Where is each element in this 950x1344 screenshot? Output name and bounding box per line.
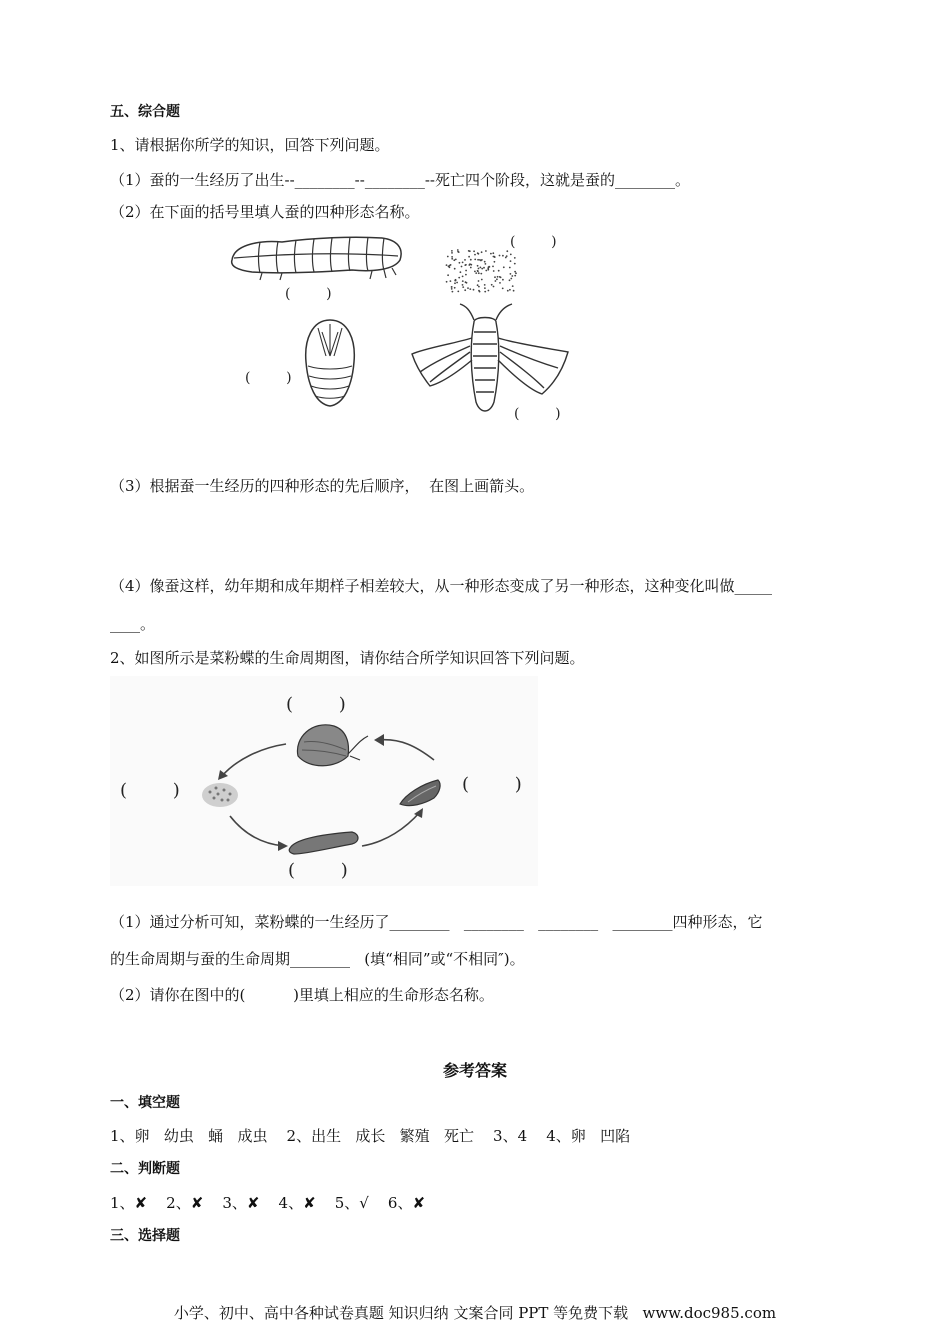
silkworm-larva-figure [222, 232, 407, 282]
answer-blank-pupa[interactable]: ( ) [245, 370, 292, 386]
section-heading: 五、综合题 [110, 104, 180, 120]
butterfly-pupa-icon [396, 776, 444, 810]
butterfly-larva-icon [286, 826, 362, 858]
question-1-intro: 1、请根据你所学的知识，回答下列问题。 [110, 136, 390, 154]
silkworm-pupa-figure [300, 316, 360, 410]
question-2-part-1-cont: 的生命周期与蚕的生命周期________ (填“相同”或“不相同″)。 [110, 950, 525, 968]
answers-section-1-heading: 一、填空题 [110, 1095, 180, 1111]
page-footer: 小学、初中、高中各种试卷真题 知识归纳 文案合同 PPT 等免费下载 www.doc985.com [173, 1304, 777, 1322]
butterfly-adult-icon [288, 716, 376, 776]
answer-blank-larva[interactable]: ( ) [288, 860, 348, 881]
question-1-part-4-cont: ____。 [110, 615, 156, 633]
question-1-part-2: （2）在下面的括号里填人蚕的四种形态名称。 [110, 203, 420, 221]
butterfly-eggs-icon [200, 780, 240, 810]
answers-section-2-heading: 二、判断题 [110, 1161, 180, 1177]
answer-blank-eggs[interactable]: ( ) [510, 234, 557, 250]
silkworm-eggs-figure [442, 246, 522, 296]
answer-blank-moth[interactable]: ( ) [514, 406, 561, 422]
answer-blank-larva[interactable]: ( ) [285, 286, 332, 302]
silkworm-moth-figure [408, 302, 573, 422]
answers-section-1-line: 1、卵 幼虫 蛹 成虫 2、出生 成长 繁殖 死亡 3、4 4、卵 凹陷 [110, 1127, 631, 1145]
question-2-part-1: （1）通过分析可知，菜粉蝶的一生经历了________ ________ ________ ________四种形态，它 [110, 913, 763, 931]
butterfly-lifecycle-figure [110, 676, 538, 886]
answer-blank-adult[interactable]: ( ) [286, 694, 346, 715]
question-1-part-4: （4）像蚕这样，幼年期和成年期样子相差较大，从一种形态变成了另一种形态，这种变化叫做_____ [110, 577, 773, 595]
answers-section-2-line: 1、✘ 2、✘ 3、✘ 4、✘ 5、√ 6、✘ [110, 1194, 426, 1212]
answers-section-3-heading: 三、选择题 [110, 1228, 180, 1244]
question-2-intro: 2、如图所示是菜粉蝶的生命周期图，请你结合所学知识回答下列问题。 [110, 649, 585, 667]
question-1-part-1: （1）蚕的一生经历了出生--________--________--死亡四个阶段，这就是蚕的________。 [110, 171, 690, 189]
answer-blank-pupa[interactable]: ( ) [462, 774, 522, 795]
question-2-part-2: （2）请你在图中的( )里填上相应的生命形态名称。 [110, 986, 494, 1004]
question-1-part-3: （3）根据蚕一生经历的四种形态的先后顺序， 在图上画箭头。 [110, 477, 535, 495]
answers-title: 参考答案 [442, 1061, 507, 1080]
answer-blank-egg[interactable]: ( ) [120, 780, 180, 801]
